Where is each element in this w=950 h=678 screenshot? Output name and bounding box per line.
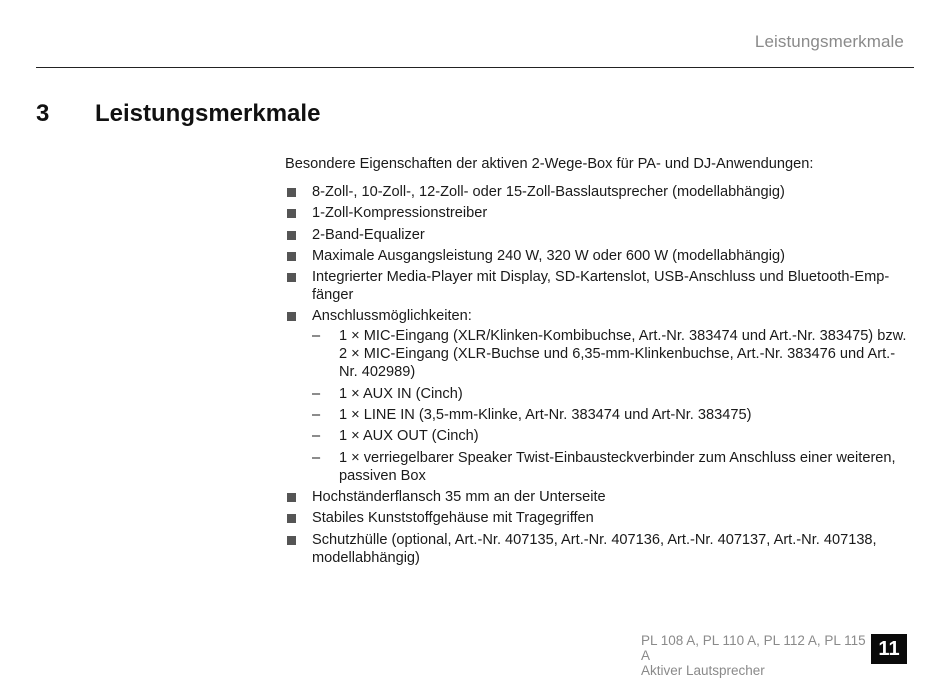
dash-bullet-icon: – [312,428,321,445]
connection-list [312,327,913,484]
feature-item [285,268,913,304]
feature-item-connections [285,307,913,484]
square-bullet-icon [287,312,296,321]
footer-product: Aktiver Lautsprecher [641,663,765,678]
connection-item [312,449,913,485]
connection-text: 1 × AUX IN (Cinch) [339,385,463,402]
feature-text: Schutzhülle (optional, Art.-Nr. 407135, Art.-Nr. 407136, Art.-Nr. 407137, Art.-Nr. 407138, modellabhängig) [312,531,877,566]
intro-text: Besondere Eigenschaften der aktiven 2-Wege-Box für PA- und DJ-Anwendungen: [285,156,814,172]
square-bullet-icon [287,273,296,282]
connection-item [312,385,913,403]
feature-text: Maximale Ausgangsleistung 240 W, 320 W oder 600 W (modellabhängig) [312,247,785,264]
feature-text: Stabiles Kunststoffgehäuse mit Tragegriffen [312,510,594,527]
connection-text: 1 × MIC-Eingang (XLR/Klinken-Kombibuchse, Art.-Nr. 383474 und Art.-Nr. 383475) bzw. 2 × MIC-Eingang (XLR-Buchse und 6,35-mm-Klinkenbuchse, Art.-Nr. 383476 und Art.-Nr. 402989) [339,328,907,381]
square-bullet-icon [287,493,296,502]
dash-bullet-icon: – [312,407,321,424]
square-bullet-icon [287,252,296,261]
feature-text: Integrierter Media-Player mit Display, SD-Kartenslot, USB-Anschluss und Bluetooth-Emp-fänger [312,269,890,304]
chapter-title: Leistungsmerkmale [95,100,321,127]
footer-model-info [641,633,871,678]
square-bullet-icon [287,536,296,545]
feature-item [285,488,913,506]
dash-bullet-icon: – [312,449,321,466]
dash-bullet-icon: – [312,328,321,345]
feature-item [285,509,913,527]
connection-text: 1 × LINE IN (3,5-mm-Klinke, Art-Nr. 383474 und Art-Nr. 383475) [339,407,752,424]
feature-text: Hochständerflansch 35 mm an der Unterseite [312,488,606,505]
feature-text: Anschlussmöglichkeiten: [312,308,472,325]
connection-item [312,406,913,424]
feature-section [285,155,913,570]
feature-item [285,531,913,567]
header-divider [36,67,914,68]
feature-item [285,247,913,265]
feature-item [285,183,913,201]
feature-text: 1-Zoll-Kompressionstreiber [312,205,488,222]
feature-text: 8-Zoll-, 10-Zoll-, 12-Zoll- oder 15-Zoll-Basslautsprecher (modellabhängig) [312,184,785,200]
connection-text: 1 × verriegelbarer Speaker Twist-Einbausteckverbinder zum Anschluss einer weiteren, passiven Box [339,449,896,484]
square-bullet-icon [287,209,296,218]
footer-models: PL 108 A, PL 110 A, PL 112 A, PL 115 A [641,633,866,663]
dash-bullet-icon: – [312,385,321,402]
feature-list [285,183,913,567]
square-bullet-icon [287,231,296,240]
connection-item [312,327,913,381]
feature-text: 2-Band-Equalizer [312,226,425,243]
chapter-number: 3 [36,100,50,127]
feature-item [285,226,913,244]
page-number: 11 [871,634,907,664]
square-bullet-icon [287,188,296,197]
square-bullet-icon [287,514,296,523]
connection-item [312,427,913,445]
running-head: Leistungsmerkmale [754,32,904,51]
connection-text: 1 × AUX OUT (Cinch) [339,428,479,445]
feature-item [285,204,913,222]
